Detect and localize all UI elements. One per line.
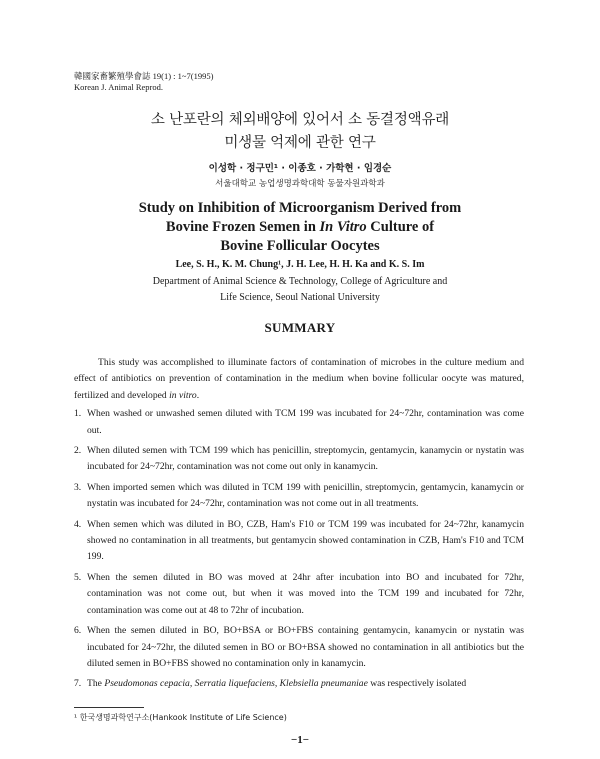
english-title-line-3: Bovine Follicular Oocytes <box>220 238 380 254</box>
korean-affiliation: 서울대학교 농업생명과학대학 동물자원과학과 <box>215 179 385 189</box>
list-item-number: 2. <box>74 445 82 457</box>
korean-title-line-1: 소 난포란의 체외배양에 있어서 소 동결정액유래 <box>150 112 450 128</box>
summary-intro <box>74 355 524 404</box>
english-title-line-2 <box>0 218 600 236</box>
english-affiliation-line-2: Life Science, Seoul National University <box>220 292 380 303</box>
journal-citation-english: Korean J. Animal Reprod. <box>74 82 163 92</box>
english-title-line-2-post: Culture of <box>366 219 435 235</box>
list-item-text: When semen which was diluted in BO, CZB, Ham's F10 or TCM 199 was incubated for 24~72hr, kanamycin showed no contamination in all treatments, but gentamycin showed contamination in CZB, Ham's F10 and TCM 199. <box>87 518 524 563</box>
korean-authors: 이성학 · 정구민¹ · 이종호 · 가학현 · 임경순 <box>208 163 392 174</box>
list-item-text: When diluted semen with TCM 199 which has penicillin, streptomycin, gentamycin, kanamycin or nystatin was incubated for 24~72hr, contamination was not come out only in kanamycin. <box>87 445 524 473</box>
list-item <box>74 480 524 513</box>
list-item-text: When the semen diluted in BO was moved at 24hr after incubation into BO and incubated for 72hr, contamination was not come out, but when it was moved into the TCM 199 and incubated for 72hr, contamination was come out at 48 to 72hr of incubation. <box>87 571 524 616</box>
english-authors: Lee, S. H., K. M. Chung¹, J. H. Lee, H. H. Ka and K. S. Im <box>175 259 425 270</box>
journal-citation <box>74 71 213 93</box>
summary-body <box>74 355 524 697</box>
english-affiliation-line-1: Department of Animal Science & Technology, College of Agriculture and <box>152 276 448 287</box>
list-item <box>74 570 524 619</box>
list-item-number: 4. <box>74 518 82 530</box>
list-item-text: When the semen diluted in BO, BO+BSA or BO+FBS containing gentamycin, kanamycin or nystatin was incubated for 24~72hr, the diluted semen in BO or BO+BSA showed no contamination in all antibiotics but the diluted semen in BO+FBS showed no contamination only in kanamycin. <box>87 625 524 669</box>
summary-results-list <box>74 406 524 693</box>
list-item-number: 6. <box>74 625 82 637</box>
list-item-text: When imported semen which was diluted in TCM 199 with penicillin, streptomycin, gentamycin, kanamycin or nystatin was incubated for 24~72hr, contamination was not come out in all treatments. <box>87 481 524 510</box>
list-item-text: When washed or unwashed semen diluted with TCM 199 was incubated for 24~72hr, contamination was come out. <box>87 408 524 436</box>
list-item <box>74 623 524 672</box>
list-item-number: 7. <box>74 678 82 690</box>
summary-heading: SUMMARY <box>264 320 336 335</box>
list-item-text-post: was respectively isolated <box>367 678 467 690</box>
list-item <box>74 406 524 439</box>
list-item-number: 3. <box>74 481 82 493</box>
footnote-divider <box>74 707 144 708</box>
journal-citation-korean: 韓國家畜繁殖學會誌 19(1) : 1~7(1995) <box>74 71 214 81</box>
bacteria-species-names: Pseudomonas cepacia, Serratia liquefaciens, Klebsiella pneumaniae <box>104 678 368 690</box>
list-item <box>74 517 524 566</box>
english-title-in-vitro: In Vitro <box>319 219 367 235</box>
summary-intro-end: . <box>196 389 200 401</box>
summary-intro-in-vitro: in vitro <box>169 389 197 401</box>
korean-title-line-2: 미생물 억제에 관한 연구 <box>224 135 376 151</box>
list-item-text-pre: The <box>87 678 105 690</box>
page-number: −1− <box>290 734 310 746</box>
footnote: ¹ 한국생명과학연구소(Hankook Institute of Life Science) <box>74 713 287 722</box>
english-title-line-2-pre: Bovine Frozen Semen in <box>165 219 320 235</box>
summary-intro-text: This study was accomplished to illuminate factors of contamination of microbes in the culture medium and effect of antibiotics on prevention of contamination in the medium when bovine follicular oocyte was matured, fertilized and developed <box>74 357 524 401</box>
english-title-line-1: Study on Inhibition of Microorganism Derived from <box>138 200 462 216</box>
list-item-number: 5. <box>74 571 82 583</box>
list-item-number: 1. <box>74 408 82 420</box>
list-item <box>74 443 524 476</box>
list-item <box>74 676 524 692</box>
